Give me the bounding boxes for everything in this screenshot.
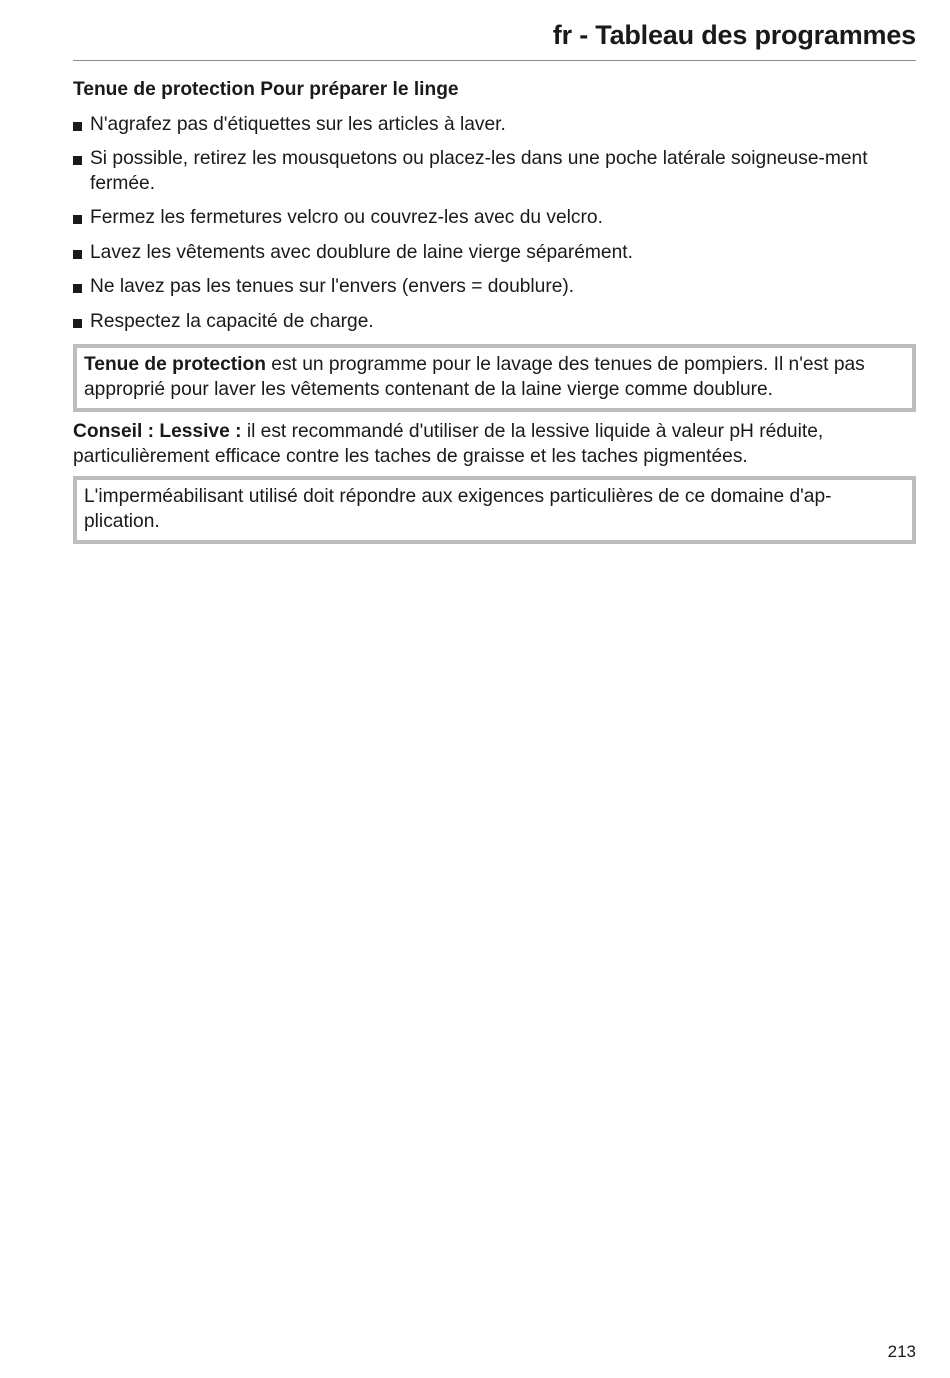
list-item (73, 113, 916, 138)
instruction-list (73, 113, 916, 335)
page-title: fr - Tableau des programmes (552, 20, 916, 50)
list-item-text: Ne lavez pas les tenues sur l'envers (envers = doublure). (90, 276, 575, 297)
square-bullet-icon (73, 284, 82, 293)
note-bold-term: Tenue de protection (84, 354, 266, 375)
note-box-waterproofing (73, 476, 916, 544)
list-item (73, 206, 916, 231)
list-item-text: N'agrafez pas d'étiquettes sur les articles à laver. (90, 113, 506, 135)
note-box-program-info (73, 344, 916, 412)
tip-paragraph (73, 420, 916, 469)
note-text: est un programme pour le lavage des tenues de pompiers. Il n'est pas approprié pour laver les vêtements contenant de la laine vierge comme doublure. (84, 354, 865, 400)
list-item (73, 241, 916, 266)
list-item-text: Si possible, retirez les mousquetons ou placez-les dans une poche latérale soigneuse-ment fermée. (90, 148, 868, 194)
list-item-text: Lavez les vêtements avec doublure de laine vierge séparément. (90, 241, 633, 263)
square-bullet-icon (73, 156, 82, 165)
list-item (73, 310, 916, 335)
square-bullet-icon (73, 215, 82, 224)
list-item-text: Fermez les fermetures velcro ou couvrez-les avec du velcro. (90, 207, 603, 228)
list-item (73, 275, 916, 300)
square-bullet-icon (73, 250, 82, 259)
list-item-text: Respectez la capacité de charge. (90, 310, 374, 332)
section-heading: Tenue de protection Pour préparer le linge (73, 79, 459, 100)
note-text: L'imperméabilisant utilisé doit répondre aux exigences particulières de ce domaine d'ap-plication. (84, 486, 832, 532)
main-content (73, 78, 916, 552)
tip-text: il est recommandé d'utiliser de la lessive liquide à valeur pH réduite, particulièrement efficace contre les taches de graisse et les taches pigmentées. (73, 421, 824, 467)
square-bullet-icon (73, 319, 82, 328)
tip-label: Conseil : Lessive : (73, 421, 242, 442)
list-item (73, 147, 916, 196)
square-bullet-icon (73, 122, 82, 131)
page-header (73, 18, 916, 61)
page-number: 213 (887, 1342, 916, 1361)
